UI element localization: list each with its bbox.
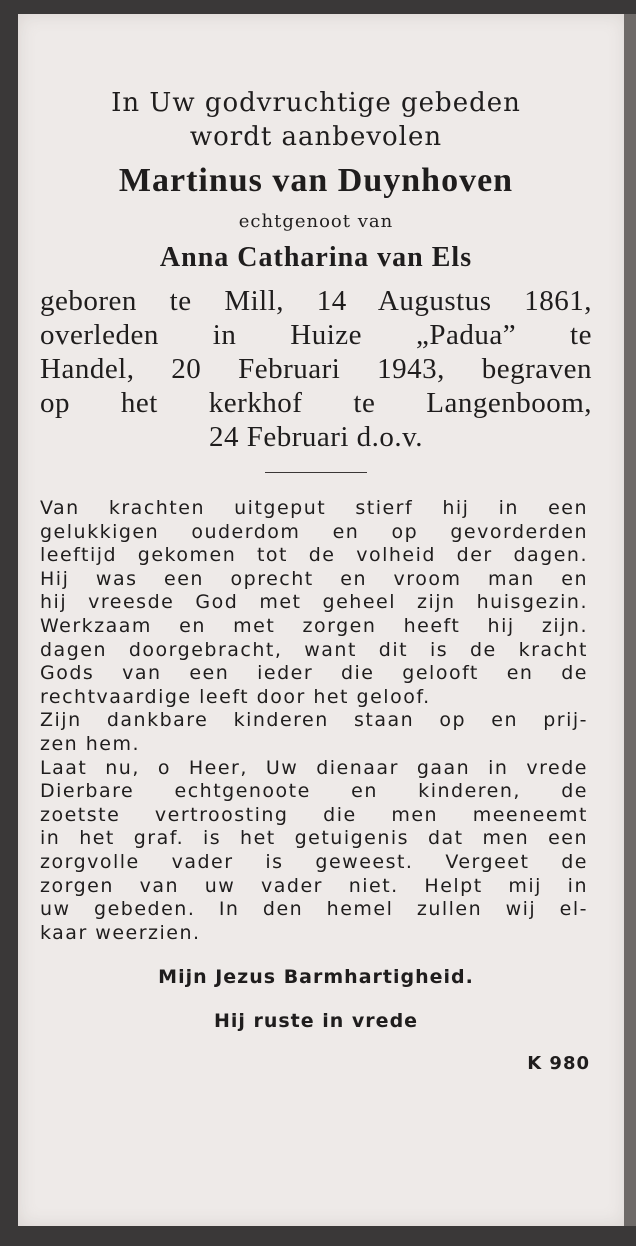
- bio-line-4: op het kerkhof te Langenboom,: [40, 387, 592, 419]
- deceased-name: Martinus van Duynhoven: [118, 162, 514, 199]
- divider: [265, 472, 367, 473]
- intro: [40, 86, 592, 154]
- card-code: K 980: [527, 1053, 590, 1075]
- bio-line-3: Handel, 20 Februari 1943, begraven: [40, 353, 592, 385]
- text-line: Dierbare echtgenoote en kinderen, de: [40, 780, 588, 803]
- devotional-text: [40, 497, 588, 945]
- intro-line-2: wordt aanbevolen: [189, 122, 443, 152]
- text-line: Van krachten uitgeput stierf hij in een: [40, 497, 588, 519]
- text-line: in het graf. is het getuigenis dat men een: [40, 827, 588, 850]
- prayer-line-2: Hij ruste in vrede: [213, 1010, 419, 1033]
- bio-line-1: geboren te Mill, 14 Augustus 1861,: [40, 285, 592, 317]
- text-line: uw gebeden. In den hemel zullen wij el-: [40, 898, 588, 921]
- text-line: hij vreesde God met geheel zijn huisgezin.: [40, 591, 588, 614]
- prayer-line-1: Mijn Jezus Barmhartigheid.: [158, 966, 474, 989]
- biography: [40, 284, 592, 454]
- spouse-name: Anna Catharina van Els: [159, 242, 473, 273]
- text-line: Hij was een oprecht en vroom man en: [40, 567, 588, 590]
- text-line: Werkzaam en met zorgen heeft hij zijn.: [40, 614, 588, 637]
- text-line: leeftijd gekomen tot de volheid der dagen.: [40, 544, 588, 567]
- text-line: Zijn dankbare kinderen staan op en prij-: [40, 709, 588, 732]
- card-edge-shadow: [624, 14, 636, 1226]
- text-line: zorgvolle vader is geweest. Vergeet de: [40, 850, 588, 873]
- card-content: [40, 86, 592, 1074]
- text-line: dagen doorgebracht, want dit is de kracht: [40, 638, 588, 661]
- text-line: zoetste vertroosting die men meeneemt: [40, 803, 588, 826]
- bio-line-5: 24 Februari d.o.v.: [208, 421, 424, 453]
- spouse-label: echtgenoot van: [238, 211, 394, 232]
- text-line: Gods van een ieder die gelooft en de: [40, 662, 588, 685]
- text-line: rechtvaardige leeft door het geloof.: [40, 685, 431, 708]
- text-line: kaar weerzien.: [40, 921, 201, 944]
- text-line: Laat nu, o Heer, Uw dienaar gaan in vrede: [40, 756, 588, 779]
- text-line: gelukkigen ouderdom en op gevorderden: [40, 520, 588, 543]
- intro-line-1: In Uw godvruchtige gebeden: [111, 88, 521, 118]
- text-line: zorgen van uw vader niet. Helpt mij in: [40, 874, 588, 897]
- bio-line-2: overleden in Huize „Padua” te: [40, 319, 592, 351]
- text-line: zen hem.: [40, 732, 141, 755]
